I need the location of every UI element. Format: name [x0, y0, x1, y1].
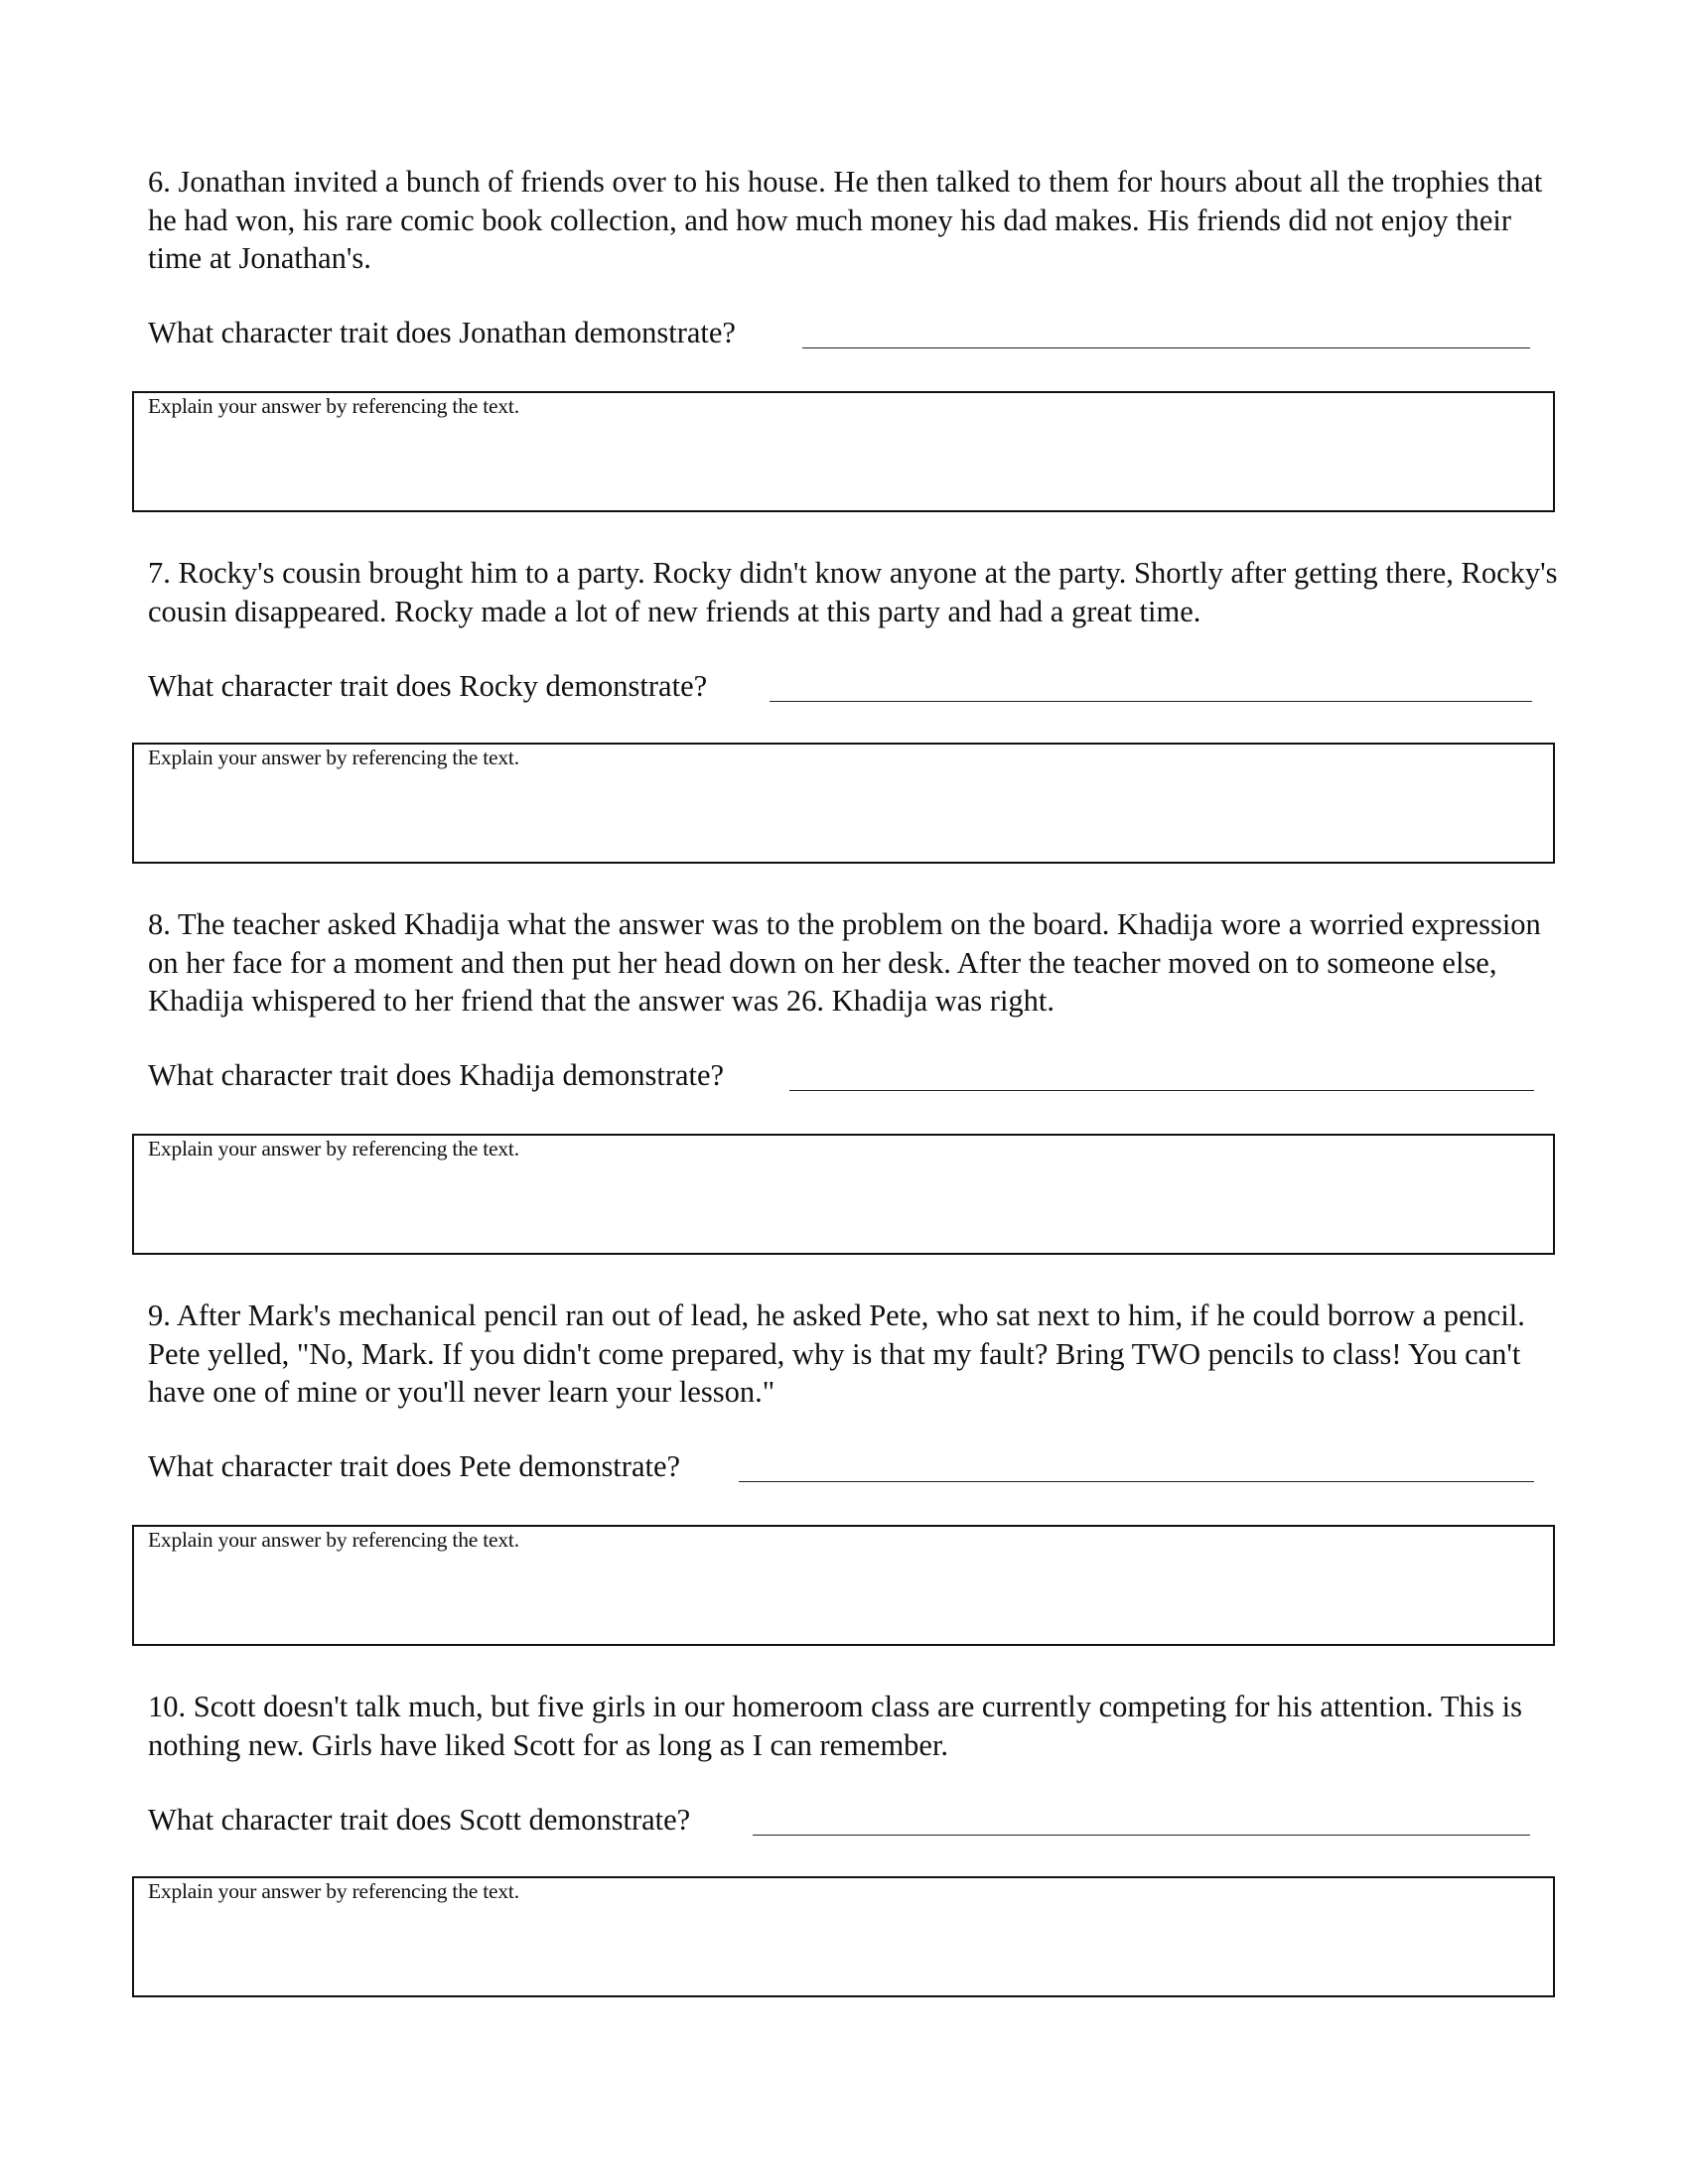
question-7-prompt: What character trait does Rocky demonstrate?	[148, 669, 708, 703]
question-9-answer-line[interactable]	[739, 1481, 1534, 1482]
question-9-prompt: What character trait does Pete demonstrate?	[148, 1449, 681, 1483]
question-10-passage: 10. Scott doesn't talk much, but five girls in our homeroom class are currently competing for his attention. This is nothing new. Girls have liked Scott for as long as I can remember.	[148, 1690, 1522, 1762]
question-6-prompt: What character trait does Jonathan demonstrate?	[148, 316, 736, 349]
question-8-prompt: What character trait does Khadija demonstrate?	[148, 1058, 725, 1092]
question-6-answer-line[interactable]	[802, 347, 1530, 348]
question-8-explain-box[interactable]	[132, 1134, 1555, 1255]
question-7-explain-box[interactable]	[132, 743, 1555, 864]
question-7-answer-line[interactable]	[770, 701, 1532, 702]
question-6-passage: 6. Jonathan invited a bunch of friends over to his house. He then talked to them for hours about all the trophies that he had won, his rare comic book collection, and how much money his dad makes. His friends did not enjoy their time at Jonathan's.	[148, 165, 1543, 275]
question-10-explain-box[interactable]	[132, 1876, 1555, 1997]
question-10-explain-label: Explain your answer by referencing the text.	[148, 1879, 519, 1903]
question-8-passage: 8. The teacher asked Khadija what the answer was to the problem on the board. Khadija wore a worried expression on her face for a moment and then put her head down on her desk. After the teacher moved on to someone else, Khadija whispered to her friend that the answer was 26. Khadija was right.	[148, 907, 1541, 1018]
question-8-answer-line[interactable]	[789, 1090, 1534, 1091]
question-9-passage: 9. After Mark's mechanical pencil ran out of lead, he asked Pete, who sat next to him, if he could borrow a pencil. Pete yelled, "No, Mark. If you didn't come prepared, why is that my fault? Bring TWO pencils to class! You can't have one of mine or you'll never learn your lesson."	[148, 1298, 1525, 1409]
question-6-explain-label: Explain your answer by referencing the text.	[148, 394, 519, 418]
question-7-passage: 7. Rocky's cousin brought him to a party. Rocky didn't know anyone at the party. Shortly after getting there, Rocky's cousin disappeared. Rocky made a lot of new friends at this party and had a great time.	[148, 556, 1558, 628]
question-10-answer-line[interactable]	[753, 1835, 1530, 1836]
question-9-explain-box[interactable]	[132, 1525, 1555, 1646]
question-7-explain-label: Explain your answer by referencing the text.	[148, 746, 519, 769]
question-10-prompt: What character trait does Scott demonstrate?	[148, 1803, 691, 1837]
question-9-explain-label: Explain your answer by referencing the text.	[148, 1528, 519, 1552]
question-8-explain-label: Explain your answer by referencing the text.	[148, 1137, 519, 1160]
question-6-explain-box[interactable]	[132, 391, 1555, 512]
